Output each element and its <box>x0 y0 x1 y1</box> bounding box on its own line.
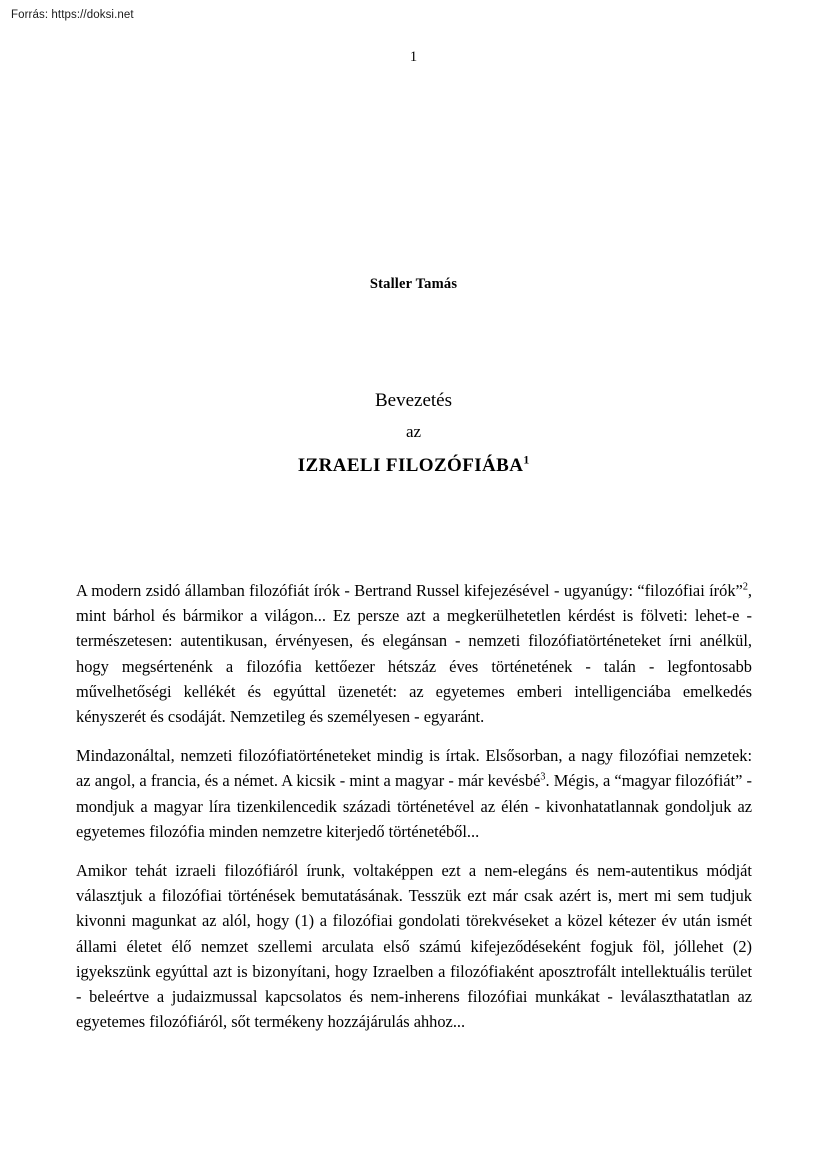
title-line-bevezetes: Bevezetés <box>374 390 452 411</box>
paragraph-3: Amikor tehát izraeli filozófiáról írunk, voltaképpen ezt a nem-elegáns és nem-autentikus módját választjuk a filozófiai történések bemutatásának. Tesszük ezt már csak azért is, mert mi sem tudjuk kivonni magunkat az alól, hogy (1) a filozófiai gondolati törekvéseket a közel kétezer év után ismét állami életet élő nemzet szellemi arculata első számú kifejeződéseként fogjuk föl, jóllehet (2) igyekszünk egyúttal azt is bizonyítani, hogy Izraelben a filozófiaként aposztrofált intellektuális terület - beleértve a judaizmussal kapcsolatos és nem-inherens filozófiai munkákat - leválaszthatatlan az egyetemes filozófiáról, sőt termékeny hozzájárulás ahhoz... <box>76 861 752 1032</box>
footnote-marker: 3 <box>540 771 546 783</box>
author-name: Staller Tamás <box>369 276 458 292</box>
page-title <box>0 453 827 479</box>
footnote-marker: 2 <box>742 581 748 593</box>
source-watermark: Forrás: https://doksi.net <box>11 9 134 21</box>
body-text <box>76 578 752 1034</box>
title-block <box>0 388 827 479</box>
page-number: 1 <box>409 49 418 65</box>
paragraph-2: Mindazonáltal, nemzeti filozófiatörténeteket mindig is írtak. Elsősorban, a nagy filozófiai nemzetek: az angol, a francia, és a német. A kicsik - mint a magyar - már kevésbé$^3$. Mégis, a “magyar filozófiát” - mondjuk a magyar líra tizenkilencedik századi történetével az élén - kivonhatatlannak gondoljuk az egyetemes filozófia minden nemzetre kiterjedő történetéből... <box>76 746 752 841</box>
paragraph-1: A modern zsidó államban filozófiát írók - Bertrand Russel kifejezésével - ugyanúgy: “filozófiai írók”$^2$, mint bárhol és bármikor a világon... Ez persze azt a megkerülhetetlen kérdést is fölveti: lehet-e - természetesen: autentikusan, érvényesen, és elegánsan - nemzeti filozófiatörténeteket írni anélkül, hogy megsértenénk a filozófia kettőezer hétszáz éves történetének - talán - legfontosabb művelhetőségi kellékét és egyúttal üzenetét: az egyetemes emberi intelligenciába emelkedés kényszerét és csodáját. Nemzetileg és személyesen - egyaránt. <box>76 581 752 727</box>
title-line-az: az <box>405 422 422 441</box>
title-footnote-marker: 1 <box>523 453 530 467</box>
page-title-text: IZRAELI FILOZÓFIÁBA <box>297 455 524 476</box>
